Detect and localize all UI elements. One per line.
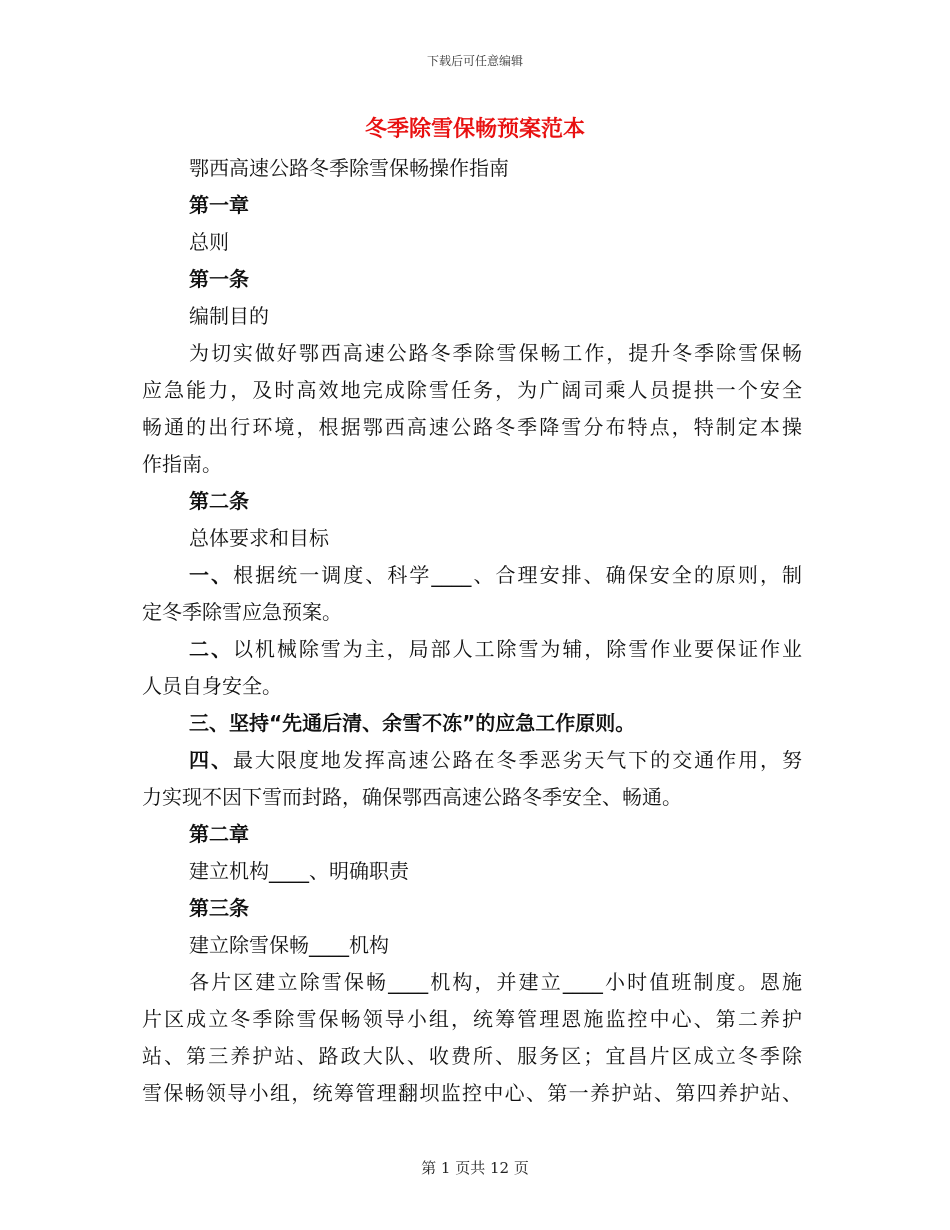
paragraph-line: 畅通的出行环境，根据鄂西高速公路冬季降雪分布特点，特制定本操	[142, 415, 802, 439]
paragraph-line	[142, 631, 802, 668]
paragraph-line: 定冬季除雪应急预案。	[142, 600, 342, 624]
paragraph-line: 力实现不因下雪而封路，确保鄂西高速公路冬季安全、畅通。	[142, 785, 682, 809]
list-marker: 一、	[189, 563, 234, 587]
paragraph-line: 作指南。	[142, 452, 222, 476]
paragraph-line: 各片区建立除雪保畅____机构，并建立____小时值班制度。恩施	[189, 970, 802, 994]
page-header: 下载后可任意编辑	[426, 54, 523, 68]
paragraph-line: 第二章	[189, 822, 249, 846]
paragraph-line: 应急能力，及时高效地完成除雪任务，为广阔司乘人员提拱一个安全	[142, 378, 802, 402]
list-marker: 四、	[189, 748, 233, 772]
paragraph-line: 总体要求和目标	[189, 526, 329, 550]
paragraph-line: 第一条	[189, 267, 249, 291]
page-footer: 第 1 页共 12 页	[421, 1159, 529, 1177]
paragraph-line: 鄂西高速公路冬季除雪保畅操作指南	[189, 156, 509, 180]
paragraph-line: 第二条	[189, 489, 249, 513]
paragraph-line: 总则	[189, 230, 229, 254]
paragraph-line: 人员自身安全。	[142, 674, 282, 698]
paragraph-line	[142, 742, 802, 779]
paragraph-line: 站、第三养护站、路政大队、收费所、服务区；宜昌片区成立冬季除	[142, 1044, 802, 1068]
list-marker: 二、	[189, 637, 233, 661]
line-text: 以机械除雪为主，局部人工除雪为辅，除雪作业要保证作业	[232, 637, 803, 661]
paragraph-line: 建立除雪保畅____机构	[189, 933, 389, 957]
document-title: 冬季除雪保畅预案范本	[364, 117, 585, 142]
paragraph-line: 第三条	[189, 896, 249, 920]
paragraph-line: 三、坚持“先通后清、余雪不冻”的应急工作原则。	[189, 711, 636, 735]
line-text: 最大限度地发挥高速公路在冬季恶劣天气下的交通作用，努	[232, 748, 803, 772]
paragraph-line: 片区成立冬季除雪保畅领导小组，统筹管理恩施监控中心、第二养护	[142, 1007, 802, 1031]
paragraph-line: 编制目的	[189, 304, 269, 328]
paragraph-line	[142, 557, 802, 594]
paragraph-line: 第一章	[189, 193, 249, 217]
paragraph-line: 为切实做好鄂西高速公路冬季除雪保畅工作，提升冬季除雪保畅	[189, 341, 802, 365]
document-body	[142, 150, 802, 1112]
paragraph-line: 雪保畅领导小组，统筹管理翻坝监控中心、第一养护站、第四养护站、	[142, 1081, 802, 1105]
paragraph-line: 建立机构____、明确职责	[189, 859, 409, 883]
line-text: 根据统一调度、科学____、合理安排、确保安全的原则，制	[233, 563, 803, 587]
